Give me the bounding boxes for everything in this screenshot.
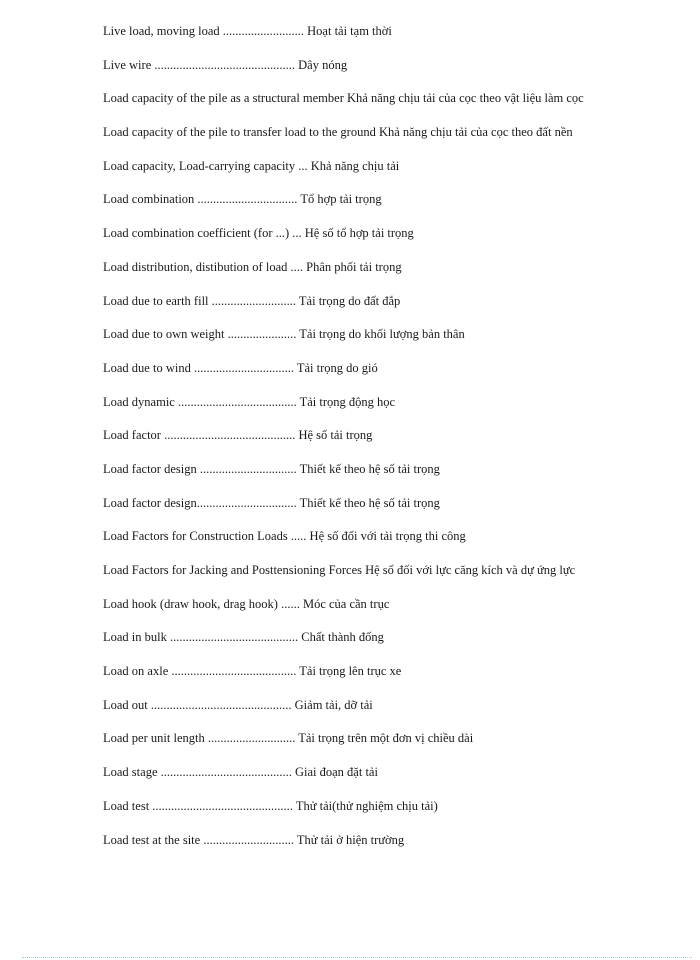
page-bottom-divider	[22, 957, 692, 958]
glossary-entry: Load combination coefficient (for ...) ... Hệ số tổ hợp tải trọng	[103, 226, 414, 241]
glossary-entry: Load Factors for Jacking and Posttensioning Forces Hệ số đối với lực căng kích và dự ứng lực	[103, 563, 576, 577]
glossary-entry: Load test ............................................. Thử tải(thử nghiệm chịu tải)	[103, 798, 438, 813]
glossary-entry: Load due to wind ................................ Tải trọng do gió	[103, 360, 378, 375]
glossary-entry: Load factor design................................ Thiết kế theo hệ số tải trọng	[103, 495, 440, 510]
glossary-entry: Load combination ................................ Tổ hợp tải trọng	[103, 192, 382, 207]
glossary-entry: Load test at the site ............................. Thử tải ở hiện trường	[103, 832, 405, 847]
glossary-entry: Load out ............................................. Giảm tải, dỡ tải	[103, 697, 373, 712]
glossary-entry: Load stage .......................................... Giai đoạn đặt tải	[103, 765, 378, 780]
glossary-entry: Load Factors for Construction Loads ..... Hệ số đối với tải trọng thi công	[103, 529, 466, 544]
glossary-entry: Load hook (draw hook, drag hook) ...... Móc của cần trục	[103, 596, 390, 611]
glossary-entry: Load distribution, distibution of load .... Phân phối tải trọng	[103, 259, 402, 274]
glossary-entry: Load capacity, Load-carrying capacity ... Khả năng chịu tải	[103, 158, 400, 173]
glossary-entry: Load on axle ........................................ Tải trọng lên trục xe	[103, 664, 402, 679]
glossary-entry: Load factor design ............................... Thiết kế theo hệ số tải trọng	[103, 461, 440, 476]
glossary-entry: Load capacity of the pile as a structural member Khả năng chịu tải của cọc theo vật liệu làm cọc	[103, 91, 584, 106]
glossary-entry: Load dynamic ...................................... Tải trọng động học	[103, 394, 396, 409]
glossary-entry: Load due to own weight ...................... Tải trọng do khối lượng bản thân	[103, 327, 465, 342]
glossary-entry: Load factor .......................................... Hệ số tải trọng	[103, 428, 373, 443]
glossary-entry: Live wire ............................................. Dây nóng	[103, 57, 348, 72]
glossary-entry: Load in bulk ......................................... Chất thành đống	[103, 630, 384, 645]
glossary-page	[103, 23, 595, 865]
glossary-entry: Load due to earth fill ........................... Tải trọng do đất đắp	[103, 293, 401, 308]
glossary-entry: Load per unit length ............................ Tải trọng trên một đơn vị chiều dài	[103, 731, 474, 746]
glossary-entry: Load capacity of the pile to transfer load to the ground Khả năng chịu tải của cọc theo đất nền	[103, 125, 573, 140]
glossary-entry: Live load, moving load .......................... Hoạt tải tạm thời	[103, 24, 392, 38]
